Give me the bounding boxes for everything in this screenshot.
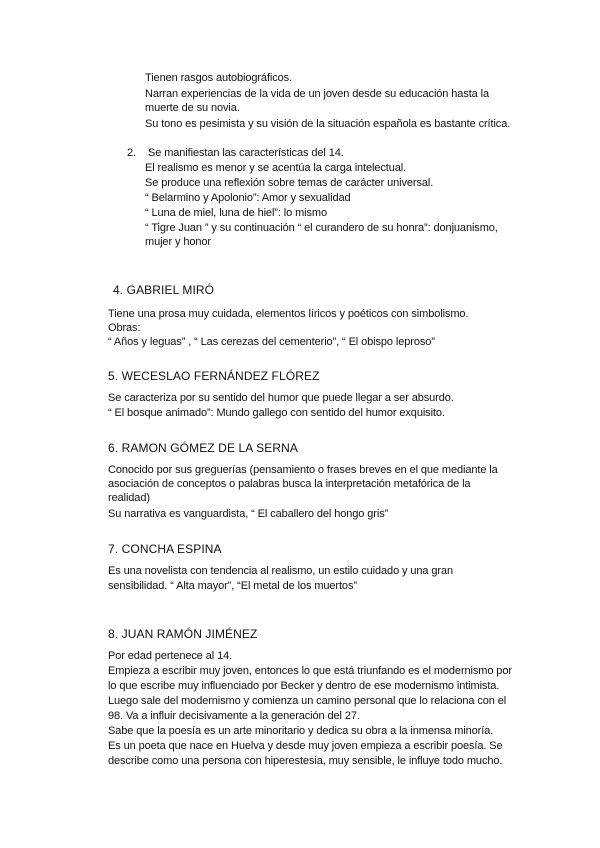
section-line: Por edad pertenece al 14. — [108, 650, 233, 662]
intro-line: Tienen rasgos autobiográficos. — [145, 72, 293, 84]
section-line: sensibilidad. “ Alta mayor”, “El metal de los muertos” — [108, 580, 357, 592]
item2-line: mujer y honor — [145, 236, 211, 248]
section-line: Luego sale del modernismo y comienza un camino personal que lo relaciona con el — [108, 695, 507, 707]
section-heading: 5. WECESLAO FERNÁNDEZ FLÓREZ — [108, 369, 320, 383]
section-line: realidad) — [108, 492, 150, 504]
section-line: “ Años y leguas” , “ Las cerezas del cementerio”, “ El obispo leproso” — [108, 336, 435, 348]
section-line: Es un poeta que nace en Huelva y desde muy joven empieza a escribir poesía. Se — [108, 740, 503, 752]
section-heading: 6. RAMON GÓMEZ DE LA SERNA — [108, 441, 298, 455]
section-line: “ El bosque animado”: Mundo gallego con sentido del humor exquisito. — [108, 407, 445, 419]
section-line: Tiene una prosa muy cuidada, elementos líricos y poéticos con simbolismo. — [108, 308, 469, 320]
section-line: Su narrativa es vanguardista, “ El caballero del hongo gris” — [108, 508, 389, 520]
intro-line: muerte de su novia. — [145, 102, 240, 114]
section-line: Conocido por sus greguerías (pensamiento o frases breves en el que mediante la — [108, 464, 498, 476]
section-line: Se caracteriza por su sentido del humor que puede llegar a ser absurdo. — [108, 392, 454, 404]
section-heading: 4. GABRIEL MIRÓ — [113, 283, 215, 297]
section-heading: 8. JUAN RAMÓN JIMÉNEZ — [108, 627, 258, 641]
item2-line: Se manifiestan las características del 14. — [148, 147, 344, 159]
list-number: 2. — [127, 147, 136, 159]
item2-line: “ Luna de miel, luna de hiel”: lo mismo — [145, 207, 327, 219]
section-line: Empieza a escribir muy joven, entonces lo que está triunfando es el modernismo por — [108, 665, 512, 677]
item2-line: “ Belarmino y Apolonio”: Amor y sexualidad — [145, 192, 351, 204]
section-heading: 7. CONCHA ESPINA — [108, 542, 222, 556]
section-line: Es una novelista con tendencia al realismo, un estilo cuidado y una gran — [108, 565, 454, 577]
item2-line: El realismo es menor y se acentúa la carga intelectual. — [145, 162, 407, 174]
section-line: Sabe que la poesía es un arte minoritario y dedica su obra a la inmensa minoría. — [108, 725, 494, 737]
section-line: describe como una persona con hiperestesia, muy sensible, le influye todo mucho. — [108, 755, 503, 767]
section-line: 98. Va a influir decisivamente a la generación del 27. — [108, 710, 360, 722]
item2-line: Se produce una reflexión sobre temas de carácter universal. — [145, 177, 434, 189]
item2-line: “ Tigre Juan ” y su continuación “ el curandero de su honra”: donjuanismo, — [145, 222, 498, 234]
intro-line: Su tono es pesimista y su visión de la situación española es bastante crítica. — [145, 118, 511, 130]
section-line: Obras: — [108, 322, 141, 334]
intro-line: Narran experiencias de la vida de un joven desde su educación hasta la — [145, 88, 490, 100]
section-line: lo que escribe muy influenciado por Becker y dentro de ese modernismo intimista. — [108, 680, 500, 692]
section-line: asociación de conceptos o palabras busca la interpretación metafórica de la — [108, 478, 471, 490]
